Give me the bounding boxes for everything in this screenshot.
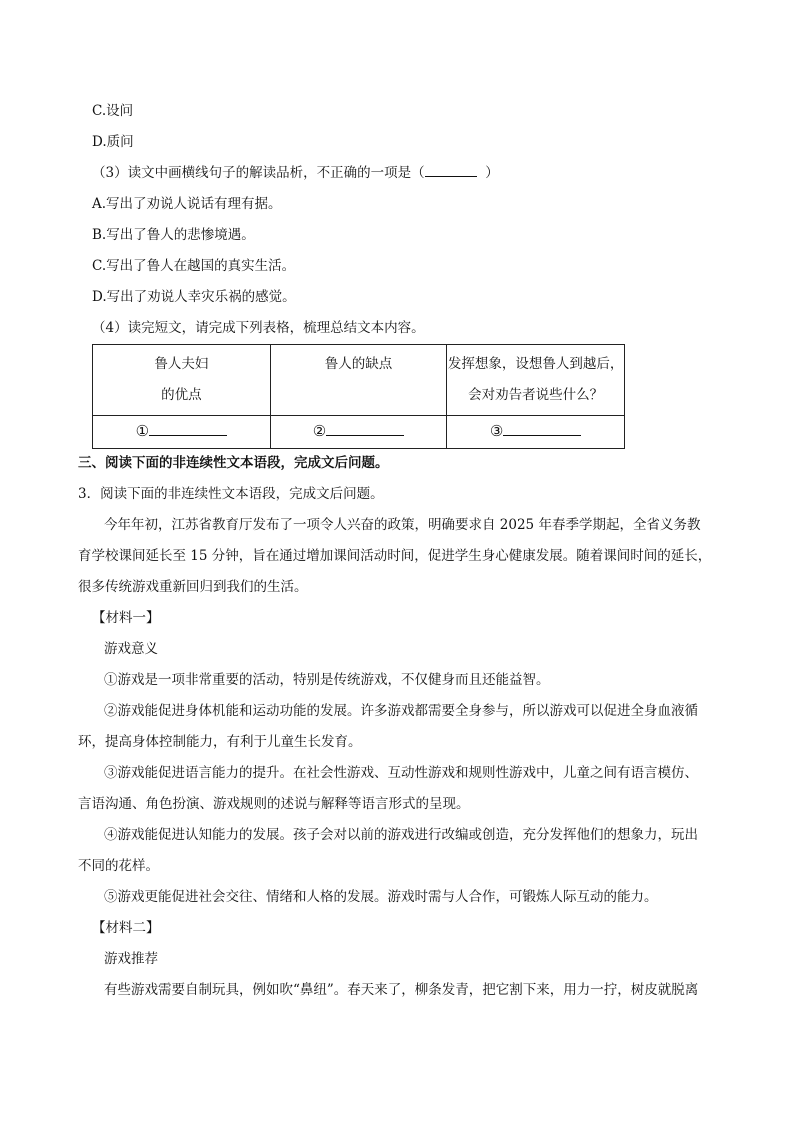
- intro-line-2: 育学校课间延长至 15 分钟，旨在通过增加课间活动时间，促进学生身心健康发展。随着课间时间的延长，: [78, 548, 712, 564]
- option-c: C.设问: [92, 103, 134, 119]
- answer-mark-1: ①: [135, 422, 150, 440]
- q3-option-b: B.写出了鲁人的悲惨境遇。: [92, 227, 255, 243]
- table-header-row: [93, 345, 625, 416]
- material1-line-2: ②游戏能促进身体机能和运动功能的发展。许多游戏都需要全身参与，所以游戏可以促进全身血液循: [104, 703, 698, 719]
- answer-blank-3[interactable]: [503, 421, 581, 436]
- table-answer-row: [93, 416, 625, 449]
- q3-option-a: A.写出了劝说人说话有理有据。: [92, 196, 282, 212]
- answer-blank-2[interactable]: [326, 421, 404, 436]
- material1-line-5: 言语沟通、角色扮演、游戏规则的述说与解释等语言形式的呈现。: [78, 796, 470, 812]
- answer-cell-2[interactable]: [270, 416, 447, 449]
- answer-cell-1[interactable]: [93, 416, 271, 449]
- intro-line-3: 很多传统游戏重新回归到我们的生活。: [78, 579, 308, 595]
- answer-mark-3: ③: [489, 422, 504, 440]
- q3-stem-text: （3）读文中画横线句子的解读品析，不正确的一项是（: [92, 165, 425, 181]
- q3-stem: [92, 164, 499, 182]
- q3-option-d: D.写出了劝说人幸灾乐祸的感觉。: [92, 289, 296, 305]
- section-heading: 三、阅读下面的非连续性文本语段，完成文后问题。: [78, 455, 389, 471]
- material2-line-1: 有些游戏需要自制玩具，例如吹“鼻纽”。春天来了，柳条发青，把它割下来，用力一拧，树皮就脱离: [104, 982, 699, 998]
- material1-line-3: 环，提高身体控制能力，有利于儿童生长发育。: [78, 734, 362, 750]
- answer-blank-1[interactable]: [149, 421, 227, 436]
- material1-subtitle: 游戏意义: [104, 641, 158, 657]
- intro-line-1: 今年年初，江苏省教育厅发布了一项令人兴奋的政策，明确要求自 2025 年春季学期起，全省义务教: [104, 517, 701, 533]
- material1-line-8: ⑤游戏更能促进社会交往、情绪和人格的发展。游戏时需与人合作，可锻炼人际互动的能力。: [104, 889, 658, 905]
- header-cell-flaws: [270, 345, 447, 416]
- q3-stem-close: ）: [485, 165, 499, 181]
- option-d: D.质问: [92, 134, 134, 150]
- header-imagine-line2: 会对劝告者说些什么？: [468, 387, 604, 403]
- material1-line-1: ①游戏是一项非常重要的活动，特别是传统游戏，不仅健身而且还能益智。: [104, 672, 550, 688]
- header-imagine-line1: 发挥想象，设想鲁人到越后，: [447, 356, 624, 372]
- answer-mark-2: ②: [312, 422, 327, 440]
- material2-subtitle: 游戏推荐: [104, 951, 158, 967]
- material2-label: 【材料二】: [92, 920, 160, 936]
- q4-stem: （4）读完短文，请完成下列表格，梳理总结文本内容。: [92, 320, 425, 336]
- answer-blank[interactable]: [425, 164, 477, 177]
- section-question: 3．阅读下面的非连续性文本语段，完成文后问题。: [78, 486, 384, 502]
- material1-line-7: 不同的花样。: [78, 858, 159, 874]
- header-flaws-line1: 鲁人的缺点: [324, 356, 393, 372]
- header-cell-imagine: [447, 345, 625, 416]
- material1-line-6: ④游戏能促进认知能力的发展。孩子会对以前的游戏进行改编或创造，充分发挥他们的想象力，玩出: [104, 827, 698, 843]
- q3-option-c: C.写出了鲁人在越国的真实生活。: [92, 258, 296, 274]
- summary-table: [92, 344, 625, 449]
- material1-line-4: ③游戏能促进语言能力的提升。在社会性游戏、互动性游戏和规则性游戏中，儿童之间有语言模仿、: [104, 765, 698, 781]
- answer-cell-3[interactable]: [447, 416, 625, 449]
- header-merits-line2: 的优点: [161, 387, 202, 403]
- material1-label: 【材料一】: [92, 610, 160, 626]
- header-merits-line1: 鲁人夫妇: [154, 356, 209, 372]
- header-cell-merits: [93, 345, 271, 416]
